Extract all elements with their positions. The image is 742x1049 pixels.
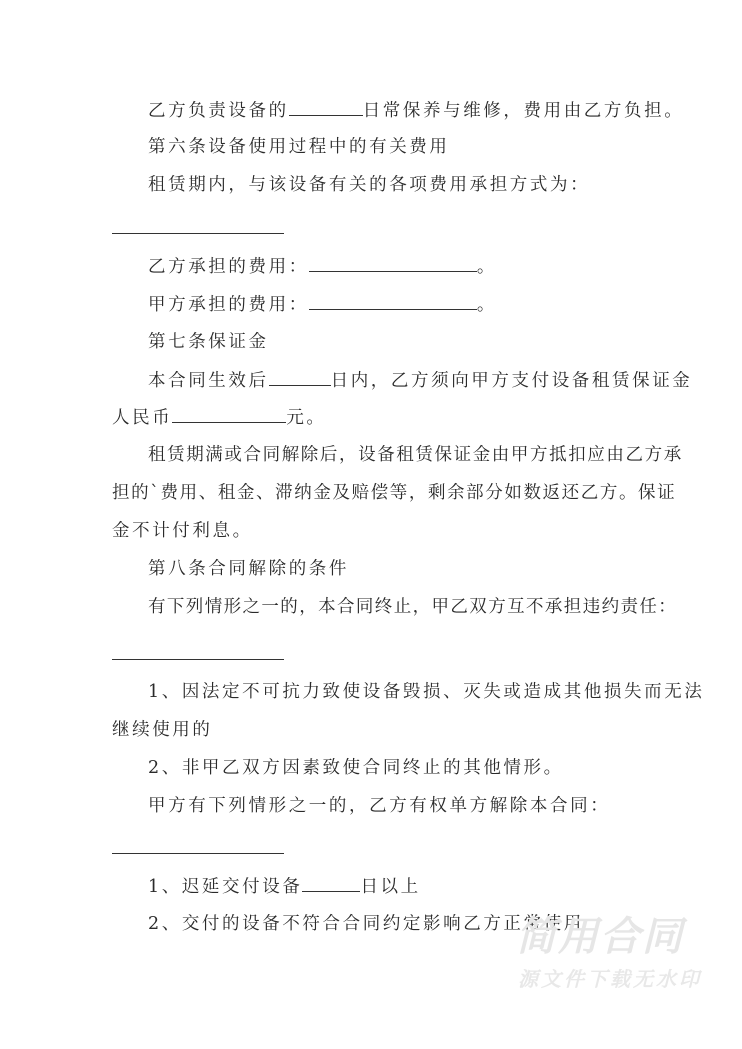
list-item-other-circumstances: 2、非甲乙双方因素致使合同终止的其他情形。 xyxy=(148,758,564,778)
blank-line xyxy=(112,233,284,234)
blank-field xyxy=(302,874,360,892)
watermark-subtitle: 源文件下载无水印 xyxy=(518,967,702,991)
blank-field xyxy=(172,405,286,423)
blank-field xyxy=(289,98,363,116)
article-6-heading: 第六条设备使用过程中的有关费用 xyxy=(148,137,450,157)
paragraph-fees-intro: 租赁期内，与该设备有关的各项费用承担方式为： xyxy=(148,175,591,195)
paragraph-deposit: 本合同生效后 日内，乙方须向甲方支付设备租赁保证金 xyxy=(148,368,637,393)
blank-field xyxy=(269,368,331,386)
paragraph-deposit-refund: 租赁期满或合同解除后，设备租赁保证金由甲方抵扣应由乙方承 xyxy=(148,445,683,465)
list-item-force-majeure-cont: 继续使用的 xyxy=(112,720,213,740)
article-7-heading: 第七条保证金 xyxy=(148,332,269,352)
watermark-title: 简用合同 xyxy=(516,914,684,960)
paragraph-party-b-fees: 乙方承担的费用： 。 xyxy=(148,254,637,279)
paragraph-maintenance: 乙方负责设备的 日常保养与维修，费用由乙方负担。 xyxy=(148,98,637,123)
paragraph-deposit-amount: 人民币 元。 xyxy=(112,405,637,430)
paragraph-termination-intro: 有下列情形之一的，本合同终止，甲乙双方互不承担违约责任： xyxy=(148,597,678,617)
paragraph-deposit-refund-cont: 担的`费用、租金、滞纳金及赔偿等，剩余部分如数返还乙方。保证 xyxy=(112,483,677,503)
blank-line xyxy=(112,659,284,660)
list-item-delay: 1、迟延交付设备 日以上 xyxy=(148,874,637,899)
article-8-heading: 第八条合同解除的条件 xyxy=(148,559,349,579)
paragraph-party-a-fees: 甲方承担的费用： 。 xyxy=(148,292,637,317)
paragraph-deposit-refund-end: 金不计付利息。 xyxy=(112,521,253,541)
list-item-nonconforming: 2、交付的设备不符合合同约定影响乙方正常使用 xyxy=(148,914,584,934)
blank-field xyxy=(309,292,477,310)
blank-line xyxy=(112,853,284,854)
paragraph-party-a-breach: 甲方有下列情形之一的，乙方有权单方解除本合同： xyxy=(148,796,611,816)
blank-field xyxy=(309,254,477,272)
list-item-force-majeure: 1、因法定不可抗力致使设备毁损、灭失或造成其他损失而无法 xyxy=(148,682,705,702)
